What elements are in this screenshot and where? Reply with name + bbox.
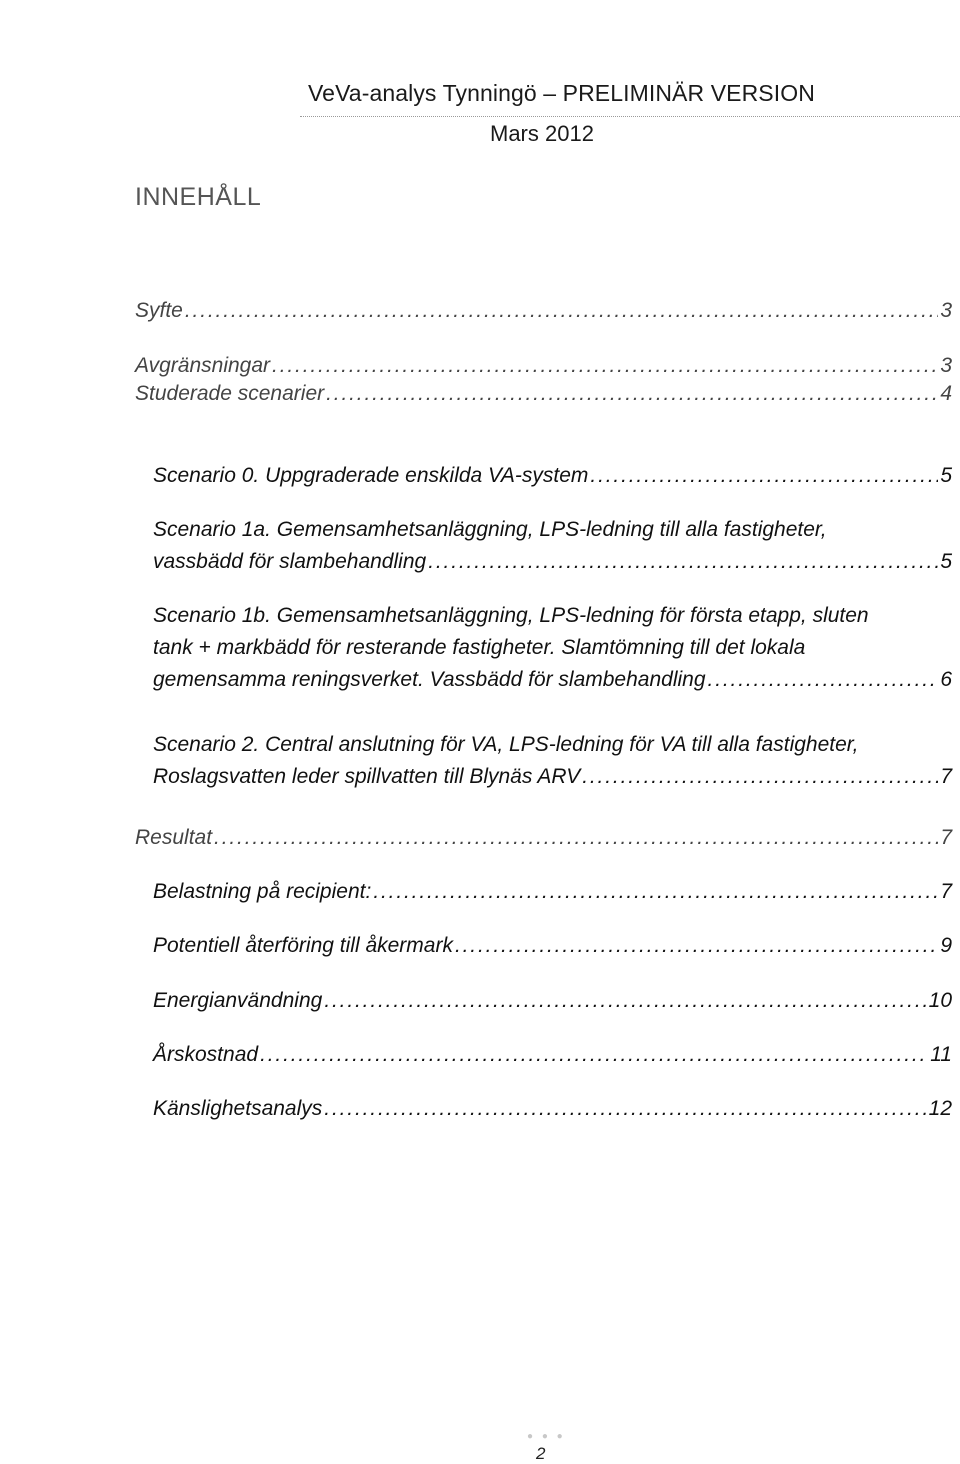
toc-dot-leader <box>708 664 939 696</box>
toc-entry-text-line: Känslighetsanalys <box>153 1097 323 1120</box>
toc-entry-text-line: Syfte <box>135 299 183 322</box>
toc-entry-text-line: Scenario 1a. Gemensamhetsanläggning, LPS-ledning till alla fastigheter, <box>153 518 827 541</box>
toc-entry[interactable] <box>153 460 952 492</box>
toc-entry[interactable] <box>153 600 952 696</box>
toc-dot-leader <box>590 460 938 492</box>
toc-entry[interactable] <box>153 514 952 578</box>
toc-page-number: 3 <box>940 299 952 322</box>
toc-entry[interactable] <box>135 295 952 327</box>
toc-dot-leader <box>324 985 926 1017</box>
toc-entry[interactable] <box>153 729 952 793</box>
toc-entry-text-line: Resultat <box>135 826 213 849</box>
toc-page-number: 7 <box>940 765 952 788</box>
toc-entry-text-line: gemensamma reningsverket. Vassbädd för slambehandling <box>153 668 706 691</box>
toc-page-number: 5 <box>940 550 952 573</box>
toc-entry-text-line: Studerade scenarier <box>135 382 325 405</box>
toc-dot-leader <box>455 930 938 962</box>
toc-page-number: 10 <box>928 989 952 1012</box>
toc-dot-leader <box>214 822 938 854</box>
document-header-date: Mars 2012 <box>490 121 594 146</box>
toc-entry[interactable] <box>135 822 952 854</box>
toc-entry-text-line: Årskostnad <box>153 1043 259 1066</box>
document-header-title: VeVa-analys Tynningö – PRELIMINÄR VERSION <box>308 80 815 106</box>
toc-page-number: 3 <box>940 354 952 377</box>
toc-entry-text-line: vassbädd för slambehandling <box>153 550 427 573</box>
toc-entry[interactable] <box>153 930 952 962</box>
header-rule <box>300 116 960 117</box>
page-number: 2 <box>536 1444 546 1463</box>
toc-page-number: 6 <box>940 668 952 691</box>
toc-page-number: 7 <box>940 880 952 903</box>
toc-entry-text-line: tank + markbädd för resterande fastigheter. Slamtömning till det lokala <box>153 636 806 659</box>
toc-dot-leader <box>260 1039 928 1071</box>
toc-entry[interactable] <box>135 378 952 410</box>
toc-dot-leader <box>185 295 938 327</box>
toc-entry-text-line: Roslagsvatten leder spillvatten till Blynäs ARV <box>153 765 581 788</box>
toc-page-number: 9 <box>940 934 952 957</box>
toc-entry-text-line: Potentiell återföring till åkermark <box>153 934 453 957</box>
toc-entry[interactable] <box>153 876 952 908</box>
toc-entry-text-line: Scenario 2. Central anslutning för VA, LPS-ledning för VA till alla fastigheter, <box>153 733 859 756</box>
toc-dot-leader <box>373 876 938 908</box>
toc-heading: INNEHÅLL <box>135 183 262 211</box>
footer-decoration: ● ● ● <box>527 1431 566 1442</box>
toc-entry[interactable] <box>153 1039 952 1071</box>
toc-entry-text-line: Avgränsningar <box>135 354 271 377</box>
toc-entry[interactable] <box>153 1093 952 1125</box>
toc-page-number: 7 <box>940 826 952 849</box>
toc-page-number: 4 <box>940 382 952 405</box>
toc-entry-text-line: Energianvändning <box>153 989 323 1012</box>
toc-dot-leader <box>324 1093 926 1125</box>
toc-page-number: 12 <box>928 1097 952 1120</box>
toc-dot-leader <box>326 378 938 410</box>
toc-dot-leader <box>428 546 938 578</box>
toc-entry-text-line: Belastning på recipient: <box>153 880 372 903</box>
toc-entry[interactable] <box>153 985 952 1017</box>
toc-dot-leader <box>582 761 938 793</box>
toc-page-number: 5 <box>940 464 952 487</box>
toc-page-number: 11 <box>930 1043 952 1066</box>
toc-entry-text-line: Scenario 1b. Gemensamhetsanläggning, LPS-ledning för första etapp, sluten <box>153 604 869 627</box>
toc-entry-text-line: Scenario 0. Uppgraderade enskilda VA-system <box>153 464 589 487</box>
